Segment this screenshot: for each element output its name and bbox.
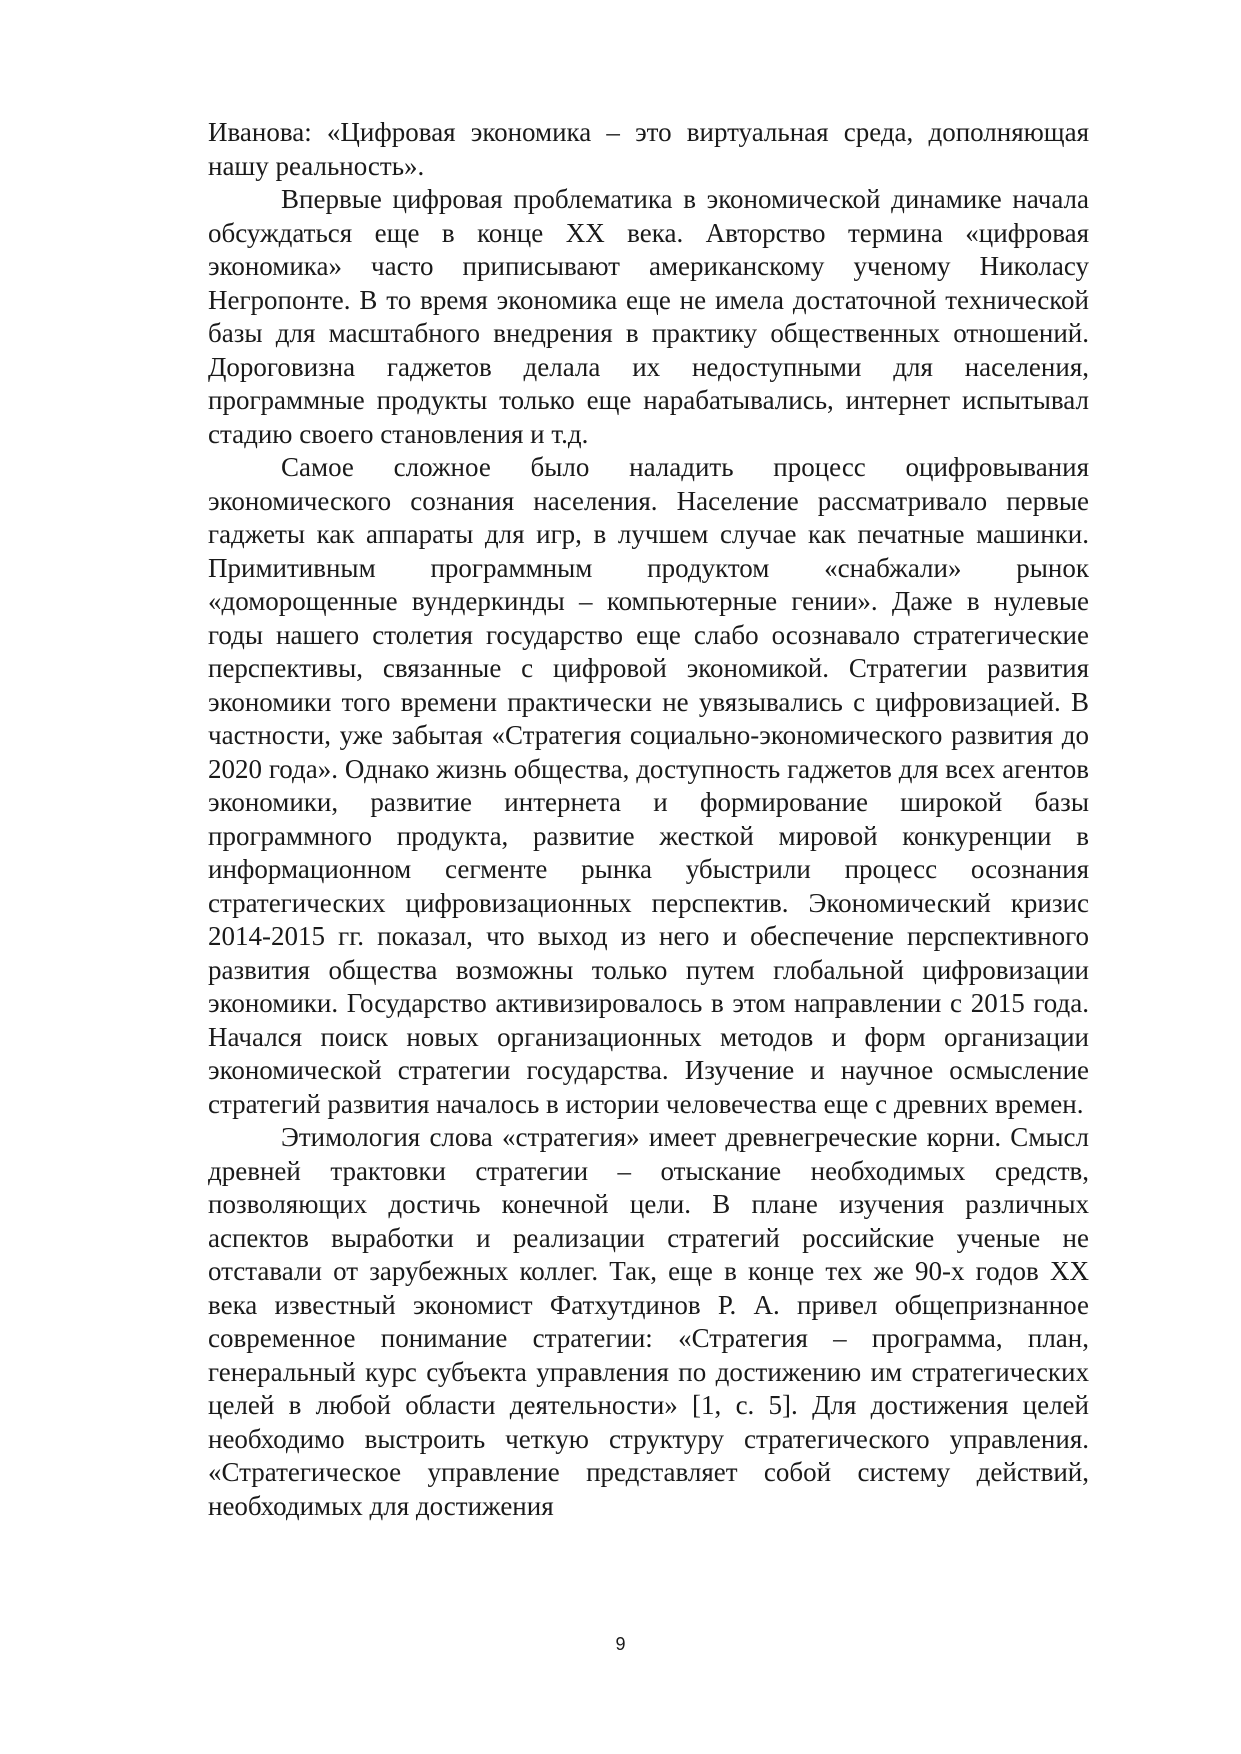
paragraph-digital-origins: Впервые цифровая проблематика в экономической динамике начала обсуждаться еще в конце XX века. Авторство термина «цифровая экономика» часто приписывают американскому ученому Николасу Негропонте. В то время экономика еще не имела достаточной технической базы для масштабного внедрения в практику общественных отношений. Дороговизна гаджетов делала их недоступными для населения, программные продукты только еще нарабатывались, интернет испытывал стадию своего становления и т.д.	[208, 184, 1089, 449]
page-number: 9	[615, 1634, 626, 1654]
paragraph-strategy-etymology: Этимология слова «стратегия» имеет древнегреческие корни. Смысл древней трактовки стратегии – отыскание необходимых средств, позволяющих достичь конечной цели. В плане изучения различных аспектов выработки и реализации стратегий российские ученые не отставали от зарубежных коллег. Так, еще в конце тех же 90-х годов XX века известный экономист Фатхутдинов Р. А. привел общепризнанное современное понимание стратегии: «Стратегия – программа, план, генеральный курс субъекта управления по достижению им стратегических целей в любой области деятельности» [1, с. 5]. Для достижения целей необходимо выстроить четкую структуру стратегического управления. «Стратегическое управление представляет собой систему действий, необходимых для достижения	[208, 1122, 1089, 1521]
body-text	[208, 116, 1089, 1523]
paragraph-continuation: Иванова: «Цифровая экономика – это виртуальная среда, дополняющая нашу реальность».	[208, 117, 1089, 181]
paragraph-digitization-awareness: Самое сложное было наладить процесс оцифровывания экономического сознания населения. Население рассматривало первые гаджеты как аппараты для игр, в лучшем случае как печатные машинки. Примитивным программным продуктом «снабжали» рынок «доморощенные вундеркинды – компьютерные гении». Даже в нулевые годы нашего столетия государство еще слабо осознавало стратегические перспективы, связанные с цифровой экономикой. Стратегии развития экономики того времени практически не увязывались с цифровизацией. В частности, уже забытая «Стратегия социально-экономического развития до 2020 года». Однако жизнь общества, доступность гаджетов для всех агентов экономики, развитие интернета и формирование широкой базы программного продукта, развитие жесткой мировой конкуренции в информационном сегменте рынка убыстрили процесс осознания стратегических цифровизационных перспектив. Экономический кризис 2014-2015 гг. показал, что выход из него и обеспечение перспективного развития общества возможны только путем глобальной цифровизации экономики. Государство активизировалось в этом направлении с 2015 года. Начался поиск новых организационных методов и форм организации экономической стратегии государства. Изучение и научное осмысление стратегий развития началось в истории человечества еще с древних времен.	[208, 452, 1089, 1119]
